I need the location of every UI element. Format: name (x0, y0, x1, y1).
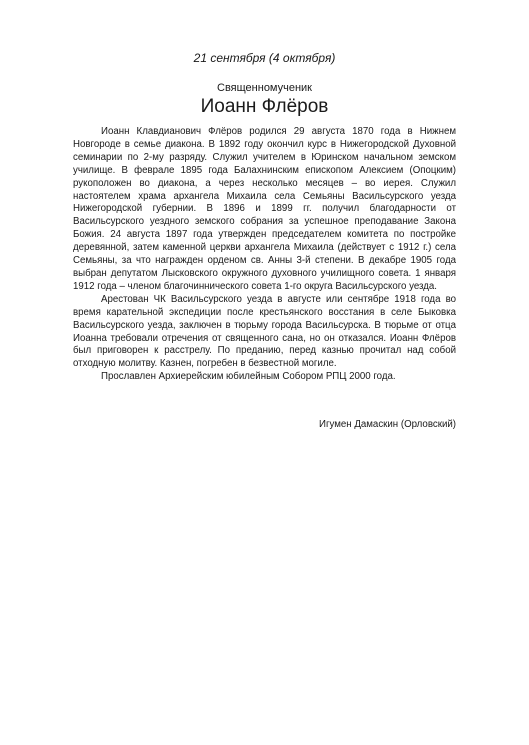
biography-paragraph: Иоанн Клавдианович Флёров родился 29 августа 1870 года в Нижнем Новгороде в семье диакона. В 1892 году окончил курс в Нижегородской Духовной семинарии по 2-му разряду. Служил учителем в Юринском начальном земском училище. В феврале 1895 года Балахнинским епископом Алексием (Опоцким) рукоположен во диакона, а через несколько месяцев – во иерея. Служил настоятелем храма архангела Михаила села Семьяны Васильсурского уезда Нижегородской губернии. В 1896 и 1899 гг. получил благодарности от Васильсурского уездного земского собрания за успешное преподавание Закона Божия. 24 августа 1897 года утвержден председателем комитета по постройке деревянной, затем каменной церкви архангела Михаила (действует с 1912 г.) села Семьяны, за что награжден орденом св. Анны 3-й степени. В декабре 1905 года выбран депутатом Лысковского окружного духовного училищного совета. 1 января 1912 года – членом благочиннического совета 1-го округа Васильсурского уезда. (73, 126, 456, 292)
saint-rank: Священномученик (217, 82, 312, 94)
feast-date: 21 сентября (4 октября) (193, 51, 336, 65)
author-signature: Игумен Дамаскин (Орловский) (319, 419, 456, 430)
biography-paragraph: Арестован ЧК Васильсурского уезда в августе или сентябре 1918 года во время карательной экспедиции после крестьянского восстания в селе Быковка Васильсурского уезда, заключен в тюрьму города Васильсурска. В тюрьме от отца Иоанна требовали отречения от священного сана, но он отказался. Иоанн Флёров был приговорен к расстрелу. По преданию, перед казнью прочитал над собой отходную молитву. Казнен, погребен в безвестной могиле. (73, 293, 456, 370)
saint-name: Иоанн Флёров (200, 96, 329, 117)
biography-text (73, 126, 456, 384)
biography-paragraph: Прославлен Архиерейским юбилейным Собором РПЦ 2000 года. (101, 371, 396, 383)
